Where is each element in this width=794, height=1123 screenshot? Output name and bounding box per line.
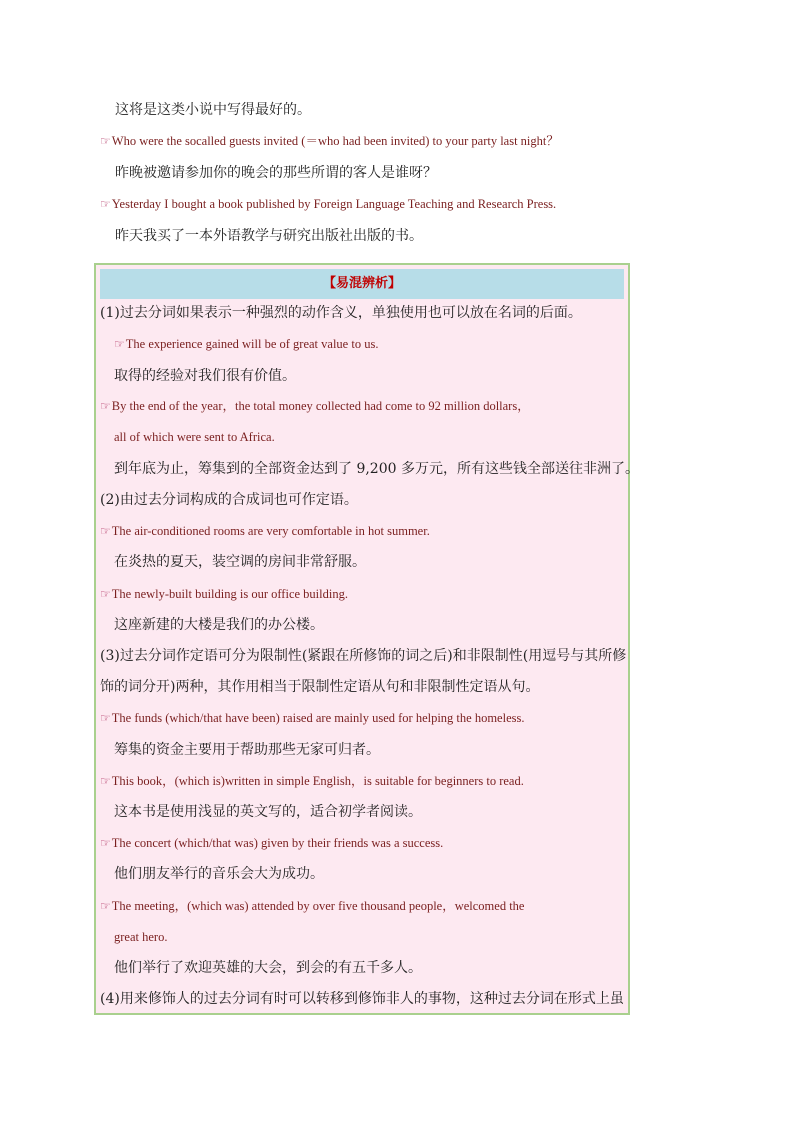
box-line: (3)过去分词作定语可分为限制性(紧跟在所修饰的词之后)和非限制性(用逗号与其所修	[100, 648, 627, 664]
box-line: 饰的词分开)两种，其作用相当于限制性定语从句和非限制性定语从句。	[100, 679, 540, 695]
box-line: (2)由过去分词构成的合成词也可作定语。	[100, 492, 358, 508]
box-line: 他们举行了欢迎英雄的大会，到会的有五千多人。	[114, 960, 422, 976]
intro-line: ☞Yesterday I bought a book published by Foreign Language Teaching and Research Press.	[100, 197, 557, 211]
box-line: ☞The experience gained will be of great value to us.	[114, 337, 379, 351]
box-line: all of which were sent to Africa.	[114, 430, 275, 444]
box-line: ☞The air-conditioned rooms are very comfortable in hot summer.	[100, 524, 430, 538]
pointing-hand-icon: ☞	[100, 711, 111, 725]
box-line: 这座新建的大楼是我们的办公楼。	[114, 617, 324, 633]
pointing-hand-icon: ☞	[100, 134, 111, 148]
box-line: 筹集的资金主要用于帮助那些无家可归者。	[114, 742, 380, 758]
box-line: 在炎热的夏天，装空调的房间非常舒服。	[114, 554, 366, 570]
box-line: (1)过去分词如果表示一种强烈的动作含义，单独使用也可以放在名词的后面。	[100, 305, 582, 321]
box-line: ☞The funds (which/that have been) raised are mainly used for helping the homeless.	[100, 711, 525, 725]
pointing-hand-icon: ☞	[100, 197, 111, 211]
box-line: ☞The newly-built building is our office building.	[100, 587, 348, 601]
box-line: 取得的经验对我们很有价值。	[114, 368, 296, 384]
box-line: 到年底为止，筹集到的全部资金达到了 9,200 多万元，所有这些钱全部送往非洲了。	[114, 461, 639, 477]
pointing-hand-icon: ☞	[100, 836, 111, 850]
box-line: ☞This book，(which is)written in simple English，is suitable for beginners to read.	[100, 774, 524, 788]
pointing-hand-icon: ☞	[100, 524, 111, 538]
box-line: 这本书是使用浅显的英文写的，适合初学者阅读。	[114, 804, 422, 820]
intro-line: ☞Who were the socalled guests invited (＝who had been invited) to your party last night？	[100, 134, 559, 148]
box-line: (4)用来修饰人的过去分词有时可以转移到修饰非人的事物，这种过去分词在形式上虽	[100, 991, 624, 1007]
intro-line: 昨晚被邀请参加你的晚会的那些所谓的客人是谁呀？	[115, 165, 437, 181]
intro-line: 昨天我买了一本外语教学与研究出版社出版的书。	[115, 228, 423, 244]
box-line: ☞The meeting，(which was) attended by over five thousand people，welcomed the	[100, 899, 525, 913]
box-line: ☞The concert (which/that was) given by their friends was a success.	[100, 836, 444, 850]
pointing-hand-icon: ☞	[100, 399, 111, 413]
intro-line: 这将是这类小说中写得最好的。	[115, 102, 311, 118]
pointing-hand-icon: ☞	[100, 587, 111, 601]
box-line: ☞By the end of the year，the total money collected had come to 92 million dollars，	[100, 399, 530, 413]
pointing-hand-icon: ☞	[114, 337, 125, 351]
box-line: great hero.	[114, 930, 168, 944]
pointing-hand-icon: ☞	[100, 899, 111, 913]
pointing-hand-icon: ☞	[100, 774, 111, 788]
box-line: 他们朋友举行的音乐会大为成功。	[114, 866, 324, 882]
box-title: 【易混辨析】	[100, 269, 624, 299]
